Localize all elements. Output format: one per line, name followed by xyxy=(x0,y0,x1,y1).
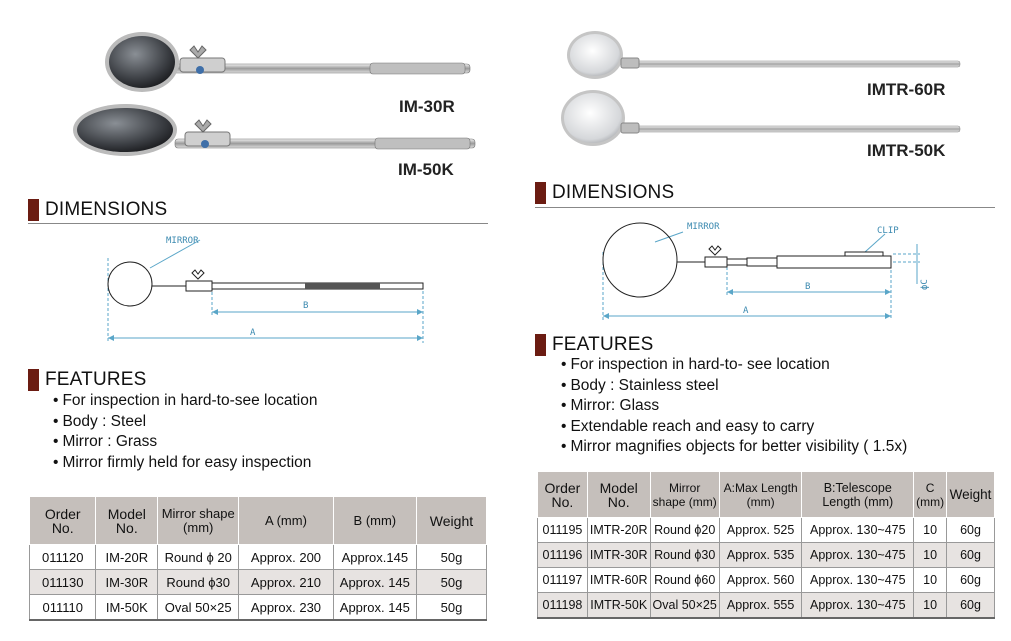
imtr-60r-photo xyxy=(567,31,960,79)
cell: 011198 xyxy=(538,593,588,619)
col-mirror-shape: Mirror shape (mm) xyxy=(650,472,719,518)
left-dimensions-title: DIMENSIONS xyxy=(45,199,168,220)
table-row xyxy=(538,518,995,543)
cell: Approx. 555 xyxy=(719,593,802,619)
left-feature-item: • Mirror firmly held for easy inspection xyxy=(53,453,317,474)
section-bar-icon xyxy=(535,334,546,356)
left-features-title: FEATURES xyxy=(45,369,147,390)
col-order-no: Order No. xyxy=(538,472,588,518)
cell: Approx. 230 xyxy=(239,595,334,621)
section-bar-icon xyxy=(535,182,546,204)
cell: 50g xyxy=(416,595,486,621)
col-weight: Weight xyxy=(416,497,486,545)
col-c: C (mm) xyxy=(914,472,947,518)
cell: 011196 xyxy=(538,543,588,568)
cell: Round ϕ60 xyxy=(650,568,719,593)
cell: Approx. 200 xyxy=(239,545,334,570)
table-row xyxy=(538,568,995,593)
cell: Approx. 130~475 xyxy=(802,568,914,593)
col-order-no: Order No. xyxy=(30,497,96,545)
cell: 10 xyxy=(914,543,947,568)
right-diagram-a-label: A xyxy=(743,306,749,316)
cell: 60g xyxy=(947,568,995,593)
col-b: B (mm) xyxy=(333,497,416,545)
right-feature-item: • Mirror: Glass xyxy=(561,396,907,417)
col-a: A (mm) xyxy=(239,497,334,545)
left-feature-item: • Mirror : Grass xyxy=(53,432,317,453)
cell: 60g xyxy=(947,543,995,568)
right-dimensions-title: DIMENSIONS xyxy=(552,182,675,203)
right-diagram-b-label: B xyxy=(805,282,811,292)
left-dimensions-heading xyxy=(28,197,167,223)
cell: 011197 xyxy=(538,568,588,593)
right-dimensions-rule xyxy=(535,207,995,208)
table-row xyxy=(30,570,487,595)
cell: IMTR-60R xyxy=(587,568,650,593)
col-a-max-length: A:Max Length (mm) xyxy=(719,472,802,518)
model-label-im-30r: IM-30R xyxy=(399,97,455,116)
cell: 011120 xyxy=(30,545,96,570)
cell: Oval 50×25 xyxy=(158,595,239,621)
right-diagram-clip-label: CLIP xyxy=(877,226,899,236)
cell: 10 xyxy=(914,568,947,593)
left-dimension-diagram xyxy=(100,228,440,348)
table-row xyxy=(538,543,995,568)
cell: IM-20R xyxy=(96,545,158,570)
right-dimension-diagram xyxy=(595,212,935,324)
cell: IMTR-30R xyxy=(587,543,650,568)
section-bar-icon xyxy=(28,199,39,221)
right-diagram-c-label: ϕC xyxy=(920,279,930,290)
cell: Approx. 130~475 xyxy=(802,518,914,543)
left-diagram-mirror-label: MIRROR xyxy=(166,236,199,246)
left-dimensions-rule xyxy=(28,223,488,224)
cell: 60g xyxy=(947,593,995,619)
table-row xyxy=(30,595,487,621)
cell: 10 xyxy=(914,518,947,543)
cell: IM-30R xyxy=(96,570,158,595)
cell: Approx. 145 xyxy=(333,570,416,595)
left-feature-item: • For inspection in hard-to-see location xyxy=(53,391,317,412)
right-feature-item: • Mirror magnifies objects for better visibility ( 1.5x) xyxy=(561,437,907,458)
cell: Approx. 210 xyxy=(239,570,334,595)
cell: 10 xyxy=(914,593,947,619)
cell: 011195 xyxy=(538,518,588,543)
table-row xyxy=(30,545,487,570)
cell: IMTR-50K xyxy=(587,593,650,619)
cell: Round ϕ 20 xyxy=(158,545,239,570)
model-label-imtr-60r: IMTR-60R xyxy=(867,80,946,99)
right-feature-item: • For inspection in hard-to- see location xyxy=(561,355,907,376)
table-row xyxy=(538,593,995,619)
col-b-telescope-length: B:Telescope Length (mm) xyxy=(802,472,914,518)
cell: Approx.145 xyxy=(333,545,416,570)
right-feature-item: • Body : Stainless steel xyxy=(561,376,907,397)
cell: Approx. 535 xyxy=(719,543,802,568)
right-spec-table xyxy=(537,471,995,619)
left-spec-table xyxy=(29,496,487,621)
cell: 50g xyxy=(416,570,486,595)
cell: Approx. 560 xyxy=(719,568,802,593)
right-dimensions-heading xyxy=(535,180,674,206)
col-model-no: Model No. xyxy=(96,497,158,545)
col-mirror-shape: Mirror shape (mm) xyxy=(158,497,239,545)
im-30r-photo xyxy=(105,32,470,92)
right-features-list xyxy=(561,355,907,458)
right-features-title: FEATURES xyxy=(552,334,654,355)
section-bar-icon xyxy=(28,369,39,391)
cell: 011110 xyxy=(30,595,96,621)
left-features-heading xyxy=(28,367,147,393)
right-diagram-mirror-label: MIRROR xyxy=(687,222,720,232)
cell: 50g xyxy=(416,545,486,570)
cell: Oval 50×25 xyxy=(650,593,719,619)
left-feature-item: • Body : Steel xyxy=(53,412,317,433)
col-weight: Weight xyxy=(947,472,995,518)
cell: Approx. 525 xyxy=(719,518,802,543)
col-model-no: Model No. xyxy=(587,472,650,518)
cell: Round ϕ20 xyxy=(650,518,719,543)
cell: 011130 xyxy=(30,570,96,595)
right-feature-item: • Extendable reach and easy to carry xyxy=(561,417,907,438)
cell: IMTR-20R xyxy=(587,518,650,543)
cell: IM-50K xyxy=(96,595,158,621)
left-diagram-b-label: B xyxy=(303,301,309,311)
cell: Approx. 145 xyxy=(333,595,416,621)
left-diagram-a-label: A xyxy=(250,328,256,338)
cell: Approx. 130~475 xyxy=(802,593,914,619)
model-label-imtr-50k: IMTR-50K xyxy=(867,141,946,160)
cell: Approx. 130~475 xyxy=(802,543,914,568)
cell: 60g xyxy=(947,518,995,543)
cell: Round ϕ30 xyxy=(158,570,239,595)
cell: Round ϕ30 xyxy=(650,543,719,568)
model-label-im-50k: IM-50K xyxy=(398,160,454,179)
left-features-list xyxy=(53,391,317,473)
